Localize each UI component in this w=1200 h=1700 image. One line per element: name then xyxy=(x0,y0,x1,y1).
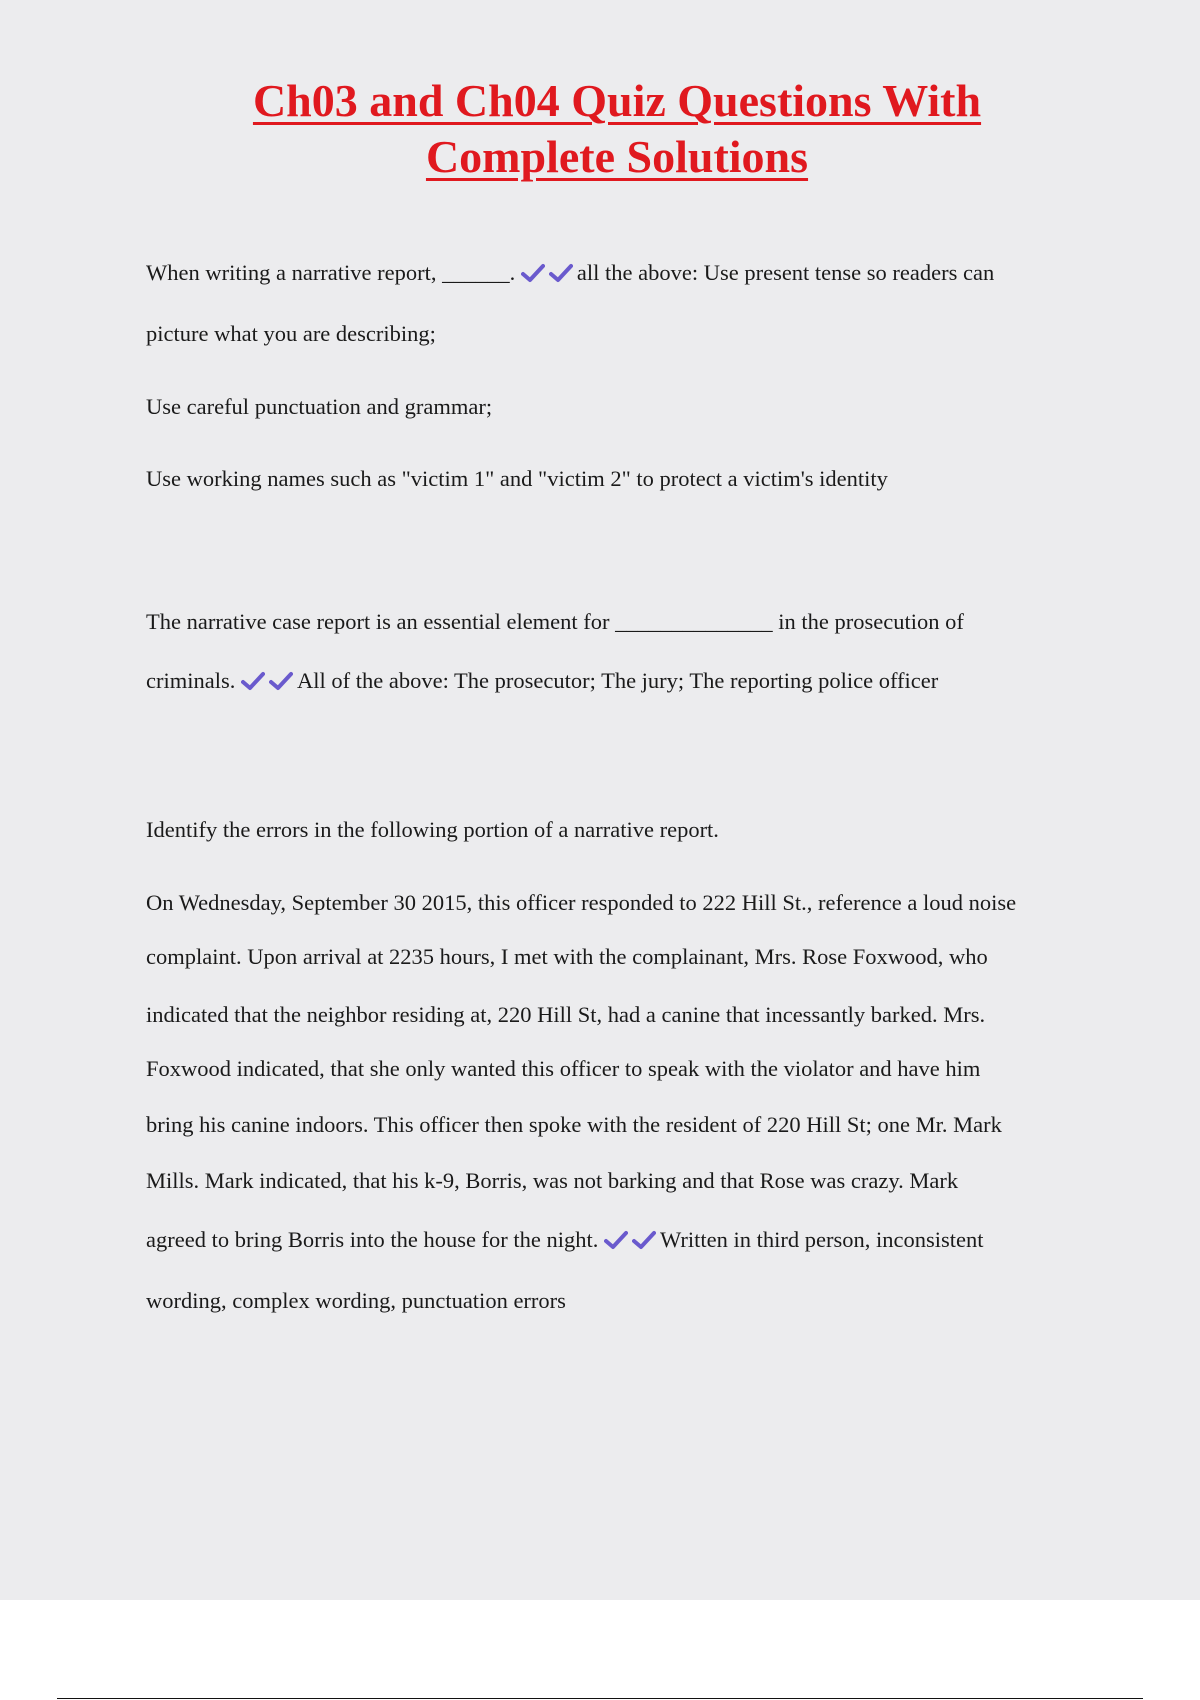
question-2-line-1: The narrative case report is an essential element for ______________ in the prosecution of xyxy=(146,609,964,634)
question-1-answer: all the above: Use present tense so readers can xyxy=(576,260,995,285)
passage-line: Foxwood indicated, that she only wanted this officer to speak with the violator and have him xyxy=(146,1056,981,1081)
passage-line: On Wednesday, September 30 2015, this officer responded to 222 Hill St., reference a loud noise xyxy=(146,890,1017,915)
question-1-text: When writing a narrative report, ______. xyxy=(146,260,516,285)
check-icon xyxy=(269,671,293,691)
question-1-answer-cont: picture what you are describing; xyxy=(146,321,436,346)
question-2-answer: All of the above: The prosecutor; The jury; The reporting police officer xyxy=(296,668,939,693)
passage-last-line: agreed to bring Borris into the house for the night. xyxy=(146,1227,599,1252)
document-title xyxy=(0,73,1200,185)
question-2-text-end: criminals. xyxy=(146,668,236,693)
question-3-answer: Written in third person, inconsistent xyxy=(660,1227,984,1252)
check-icon xyxy=(241,671,265,691)
question-1-line-1 xyxy=(146,259,994,287)
question-1-answer-line-3: Use working names such as "victim 1" and "victim 2" to protect a victim's identity xyxy=(146,466,888,491)
question-3-answer-cont: wording, complex wording, punctuation errors xyxy=(146,1288,566,1313)
check-icon xyxy=(521,263,545,283)
question-3-line-last xyxy=(146,1226,983,1254)
question-3-prompt: Identify the errors in the following portion of a narrative report. xyxy=(146,817,719,842)
page-footer-area xyxy=(0,1600,1200,1700)
passage-line: indicated that the neighbor residing at, 220 Hill St, had a canine that incessantly barked. Mrs. xyxy=(146,1002,986,1027)
passage-line: complaint. Upon arrival at 2235 hours, I met with the complainant, Mrs. Rose Foxwood, who xyxy=(146,944,988,969)
check-icon xyxy=(604,1230,628,1250)
question-1-answer-line-2: Use careful punctuation and grammar; xyxy=(146,394,493,419)
footer-divider xyxy=(57,1698,1143,1699)
passage-line: Mills. Mark indicated, that his k-9, Borris, was not barking and that Rose was crazy. Mark xyxy=(146,1168,959,1193)
question-2-line-2 xyxy=(146,667,938,695)
passage-line: bring his canine indoors. This officer then spoke with the resident of 220 Hill St; one Mr. Mark xyxy=(146,1112,1002,1137)
title-line-1: Ch03 and Ch04 Quiz Questions With xyxy=(252,75,982,126)
check-icon xyxy=(549,263,573,283)
title-line-2: Complete Solutions xyxy=(425,131,809,182)
check-icon xyxy=(632,1230,656,1250)
